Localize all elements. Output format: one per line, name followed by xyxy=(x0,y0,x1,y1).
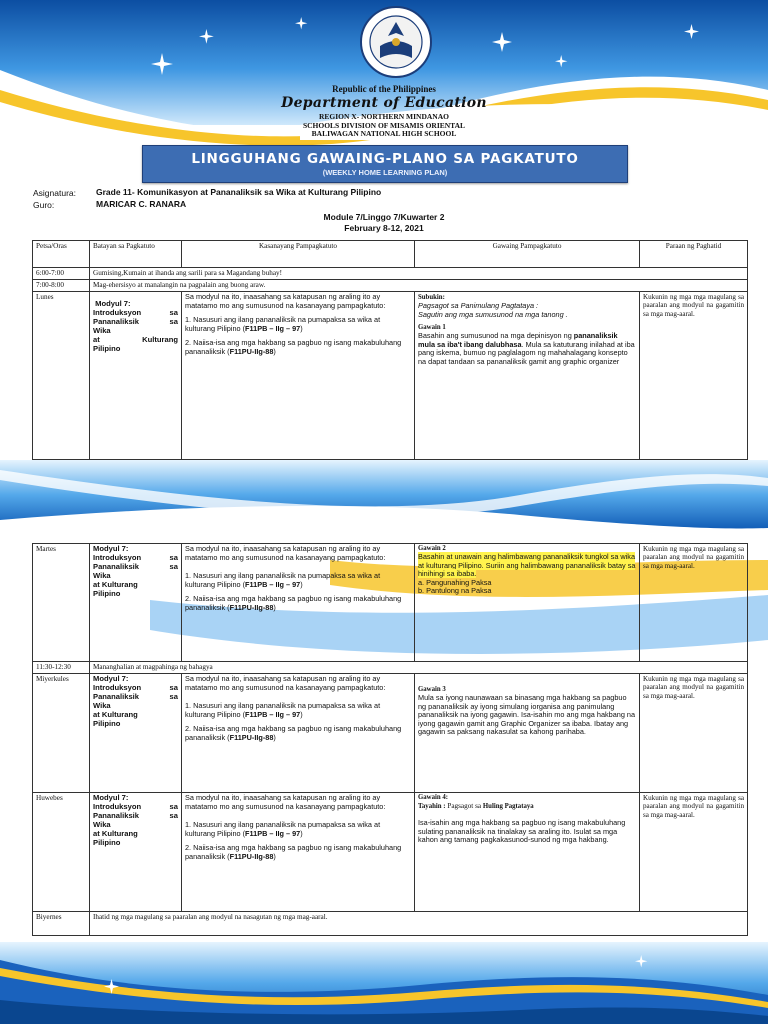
day-cell: Lunes xyxy=(33,292,90,460)
gawain-text-bold: pananaliksik mula sa iba't ibang dalubhasa xyxy=(418,331,618,349)
activity-cell xyxy=(415,674,640,793)
gawain-1-label: Gawain 1 xyxy=(418,324,446,332)
competency-intro: Sa modyul na ito, inaasahang sa katapusan ng araling ito ay matatamo mo ang sumusunod na kasanayang pampagkatuto: xyxy=(185,674,386,692)
module-word: sa xyxy=(169,682,178,692)
delivery-cell: Kukunin ng mga mga magulang sa paaralan ang modyul na gagamitin sa mga mag-aaral. xyxy=(640,544,748,662)
paren: ) xyxy=(300,323,303,333)
date-line: February 8-12, 2021 xyxy=(344,223,424,233)
delivery-cell: Kukunin ng mga mga magulang sa paaralan ang modyul na gagamitin sa mga mag-aaral. xyxy=(640,292,748,460)
table-row-miyerkules xyxy=(33,674,748,793)
module-word: Pilipino xyxy=(93,718,121,728)
routine-cell: Gumising,Kumain at ihanda ang sarili para sa Magandang buhay! xyxy=(90,268,748,280)
gawain-item: b. Pantulong na Paksa xyxy=(418,586,492,596)
competency-1: 1. Nasusuri ang ilang pananaliksik na pumapaksa sa wika at kulturang Pilipino ( xyxy=(185,571,381,589)
gawain-text: Basahin at unawain ang halimbawang pananaliksik tungkol sa wika at kulturang Pilipino. Suriin ang halimbawang pananaliksik batay sa hinihingi sa ibaba. xyxy=(418,552,636,579)
module-cell xyxy=(90,292,182,460)
header-competency: Kasanayang Pampagkatuto xyxy=(182,241,415,268)
table-row xyxy=(33,268,748,280)
competency-intro: Sa modyul na ito, inaasahang sa katapusan ng araling ito ay matatamo mo ang sumusunod na kasanayang pampagkatuto: xyxy=(185,292,386,310)
module-cell xyxy=(90,793,182,912)
competency-1: 1. Nasusuri ang ilang pananaliksik na pumapaksa sa wika at kulturang Pilipino ( xyxy=(185,820,381,838)
day-cell: Biyernes xyxy=(33,912,90,936)
module-word: Wika xyxy=(93,700,111,710)
day-cell: Martes xyxy=(33,544,90,662)
module-word: sa xyxy=(169,561,178,571)
school-line: BALIWAGAN NATIONAL HIGH SCHOOL xyxy=(311,129,457,138)
paren: ) xyxy=(273,603,276,613)
competency-2: 2. Naiisa-isa ang mga hakbang sa pagbuo ng isang makabuluhang pananaliksik ( xyxy=(185,594,402,613)
day-cell: Huwebes xyxy=(33,793,90,912)
competency-2-code: F11PU-IIg-88 xyxy=(229,347,274,357)
teacher-value: MARICAR C. RANARA xyxy=(96,199,187,209)
competency-cell xyxy=(182,674,415,793)
plan-table-1 xyxy=(32,240,748,460)
module-word: at Kulturang xyxy=(93,828,138,838)
routine-cell: Mananghalian at magpahinga ng bahagya xyxy=(90,662,748,674)
deped-seal-logo xyxy=(360,6,432,78)
module-word: sa xyxy=(169,307,178,317)
paren: ) xyxy=(273,852,276,862)
module-word: at xyxy=(93,334,100,344)
module-number: Modyul 7: xyxy=(93,544,129,553)
subject-value: Grade 11- Komunikasyon at Pananaliksik sa Wika at Kulturang Pilipino xyxy=(96,187,382,197)
gawain-item: a. Pangunahing Paksa xyxy=(418,577,492,587)
header-activity: Gawaing Pampagkatuto xyxy=(415,241,640,268)
competency-2: 2. Naiisa-isa ang mga hakbang sa pagbuo ng isang makabuluhang pananaliksik ( xyxy=(185,843,402,862)
module-word: Pananaliksik xyxy=(93,316,140,326)
competency-2-code: F11PU-IIg-88 xyxy=(229,603,274,613)
module-line: Module 7/Linggo 7/Kuwarter 2 xyxy=(323,212,445,222)
title-banner xyxy=(142,145,628,183)
gawain-text: . Mula sa katuturang inilahad at iba pang iskema, bumuo ng paglalagom ng mahahalagang konsepto na dapat tandaan sa pananaliksik gamit ang graphic organizer xyxy=(418,339,635,367)
competency-1: 1. Nasusuri ang ilang pananaliksik na pumapaksa sa wika at kulturang Pilipino ( xyxy=(185,315,381,333)
competency-2: 2. Naiisa-isa ang mga hakbang sa pagbuo ng isang makabuluhang pananaliksik ( xyxy=(185,724,402,743)
competency-1-code: F11PB – IIg – 97 xyxy=(245,579,301,589)
module-word: Introduksyon xyxy=(93,801,142,811)
gawain-2-label: Gawain 2 xyxy=(418,545,446,552)
module-word: Wika xyxy=(93,819,111,829)
teacher-label: Guro: xyxy=(33,200,55,210)
gawain-text: Isa-isahin ang mga hakbang sa pagbuo ng isang makabuluhang sulating pananaliksik na tinalakay sa araling ito. Isulat sa mga kahon ang tamang pagkakasunod-sunod ng mga hakbang. xyxy=(418,818,626,845)
module-word: Introduksyon xyxy=(93,682,142,692)
activity-cell xyxy=(415,793,640,912)
module-word: Pananaliksik xyxy=(93,691,140,701)
module-word: sa xyxy=(169,691,178,701)
module-word: Kulturang xyxy=(142,334,178,344)
module-word: Pilipino xyxy=(93,588,121,598)
competency-cell xyxy=(182,292,415,460)
competency-2: 2. Naiisa-isa ang mga hakbang sa pagbuo ng isang makabuluhang pananaliksik ( xyxy=(185,338,402,357)
competency-1-code: F11PB – IIg – 97 xyxy=(245,828,301,838)
table-row xyxy=(33,280,748,292)
module-word: Wika xyxy=(93,570,111,580)
module-word: Pananaliksik xyxy=(93,810,140,820)
time-cell: 11:30-12:30 xyxy=(33,662,90,674)
time-cell: 7:00-8:00 xyxy=(33,280,90,292)
activity-line: Sagutin ang mga sumusunod na mga tanong . xyxy=(418,309,568,319)
competency-1-code: F11PB – IIg – 97 xyxy=(245,709,301,719)
competency-intro: Sa modyul na ito, inaasahang sa katapusan ng araling ito ay matatamo mo ang sumusunod na kasanayang pampagkatuto: xyxy=(185,544,386,562)
paren: ) xyxy=(273,347,276,357)
gawain-text: Basahin ang sumusunod na mga depinisyon ng xyxy=(418,331,574,341)
module-number: Modyul 7: xyxy=(95,299,131,308)
table-row-lunes xyxy=(33,292,748,460)
table-row-biyernes xyxy=(33,912,748,936)
module-word: Wika xyxy=(93,325,111,335)
table-header-row xyxy=(33,241,748,268)
module-word: Pilipino xyxy=(93,343,121,353)
paren: ) xyxy=(300,709,303,719)
table-row-martes xyxy=(33,544,748,662)
module-word: at Kulturang xyxy=(93,579,138,589)
module-word: sa xyxy=(169,316,178,326)
competency-1-code: F11PB – IIg – 97 xyxy=(245,323,301,333)
header-basis: Batayan sa Pagkatuto xyxy=(90,241,182,268)
competency-2-code: F11PU-IIg-88 xyxy=(229,733,274,743)
module-word: sa xyxy=(169,810,178,820)
plan-table-2 xyxy=(32,543,748,936)
activity-cell xyxy=(415,544,640,662)
module-word: at Kulturang xyxy=(93,709,138,719)
module-number: Modyul 7: xyxy=(93,674,129,683)
tayahin-text: Pagsagot sa xyxy=(445,802,483,811)
header-delivery: Paraan ng Paghatid xyxy=(640,241,748,268)
competency-cell xyxy=(182,793,415,912)
competency-intro: Sa modyul na ito, inaasahang sa katapusan ng araling ito ay matatamo mo ang sumusunod na kasanayang pampagkatuto: xyxy=(185,793,386,811)
paren: ) xyxy=(300,579,303,589)
colon: : xyxy=(442,294,445,301)
republic-line: Republic of the Philippines xyxy=(332,84,436,94)
gawain-3-label: Gawain 3 xyxy=(418,686,446,693)
page-subtitle: (WEEKLY HOME LEARNING PLAN) xyxy=(322,168,448,177)
delivery-cell: Kukunin ng mga mga magulang sa paaralan ang modyul na gagamitin sa mga mag-aaral. xyxy=(640,793,748,912)
module-word: Pananaliksik xyxy=(93,561,140,571)
paren: ) xyxy=(273,733,276,743)
paren: ) xyxy=(300,828,303,838)
header-time: Petsa/Oras xyxy=(33,241,90,268)
module-word: sa xyxy=(169,552,178,562)
table-row-lunch xyxy=(33,662,748,674)
module-cell xyxy=(90,544,182,662)
module-word: Pilipino xyxy=(93,837,121,847)
competency-2-code: F11PU-IIg-88 xyxy=(229,852,274,862)
huling-pagtataya: Huling Pagtataya xyxy=(482,803,534,811)
delivery-cell: Kukunin ng mga mga magulang sa paaralan ang modyul na gagamitin sa mga mag-aaral. xyxy=(640,674,748,793)
division-line: SCHOOLS DIVISION OF MISAMIS ORIENTAL xyxy=(302,121,466,130)
gawain-4-label: Gawain 4: xyxy=(418,794,449,801)
competency-1: 1. Nasusuri ang ilang pananaliksik na pumapaksa sa wika at kulturang Pilipino ( xyxy=(185,701,381,719)
module-number: Modyul 7: xyxy=(93,793,129,802)
time-cell: 6:00-7:00 xyxy=(33,268,90,280)
module-word: sa xyxy=(169,801,178,811)
subject-label: Asignatura: xyxy=(33,188,76,198)
page-title: LINGGUHANG GAWAING-PLANO SA PAGKATUTO xyxy=(191,151,579,167)
day-cell: Miyerkules xyxy=(33,674,90,793)
routine-cell: Ihatid ng mga magulang sa paaralan ang modyul na nasagutan ng mga mag-aaral. xyxy=(90,912,748,936)
activity-cell xyxy=(415,292,640,460)
gawain-text: Mula sa iyong naunawaan sa binasang mga hakbang sa pagbuo ng pananaliksik ay iyong simulang iorganisa ang panimulang pananaliksik na iyong gagawin. Isa-isahin mo ang mga hakbang na iyong gagawin gamit ang Graphic Organizer sa ibaba. Ibatay ang gagawin sa paksang nakasulat sa kahong parihaba. xyxy=(418,693,636,737)
module-cell xyxy=(90,674,182,793)
competency-cell xyxy=(182,544,415,662)
table-row-huwebes xyxy=(33,793,748,912)
module-word: Introduksyon xyxy=(93,307,142,317)
department-title: Department of Education xyxy=(281,95,487,111)
activity-line: Pagsagot sa Panimulang Pagtataya : xyxy=(418,301,539,311)
tayahin-label: Tayahin : xyxy=(418,803,446,811)
region-line: REGION X- NORTHERN MINDANAO xyxy=(319,112,449,121)
routine-cell: Mag-ehersisyo at manalangin na pagpalain ang buong araw. xyxy=(90,280,748,292)
subukin-label: Subukin xyxy=(418,294,443,301)
module-word: Introduksyon xyxy=(93,552,142,562)
